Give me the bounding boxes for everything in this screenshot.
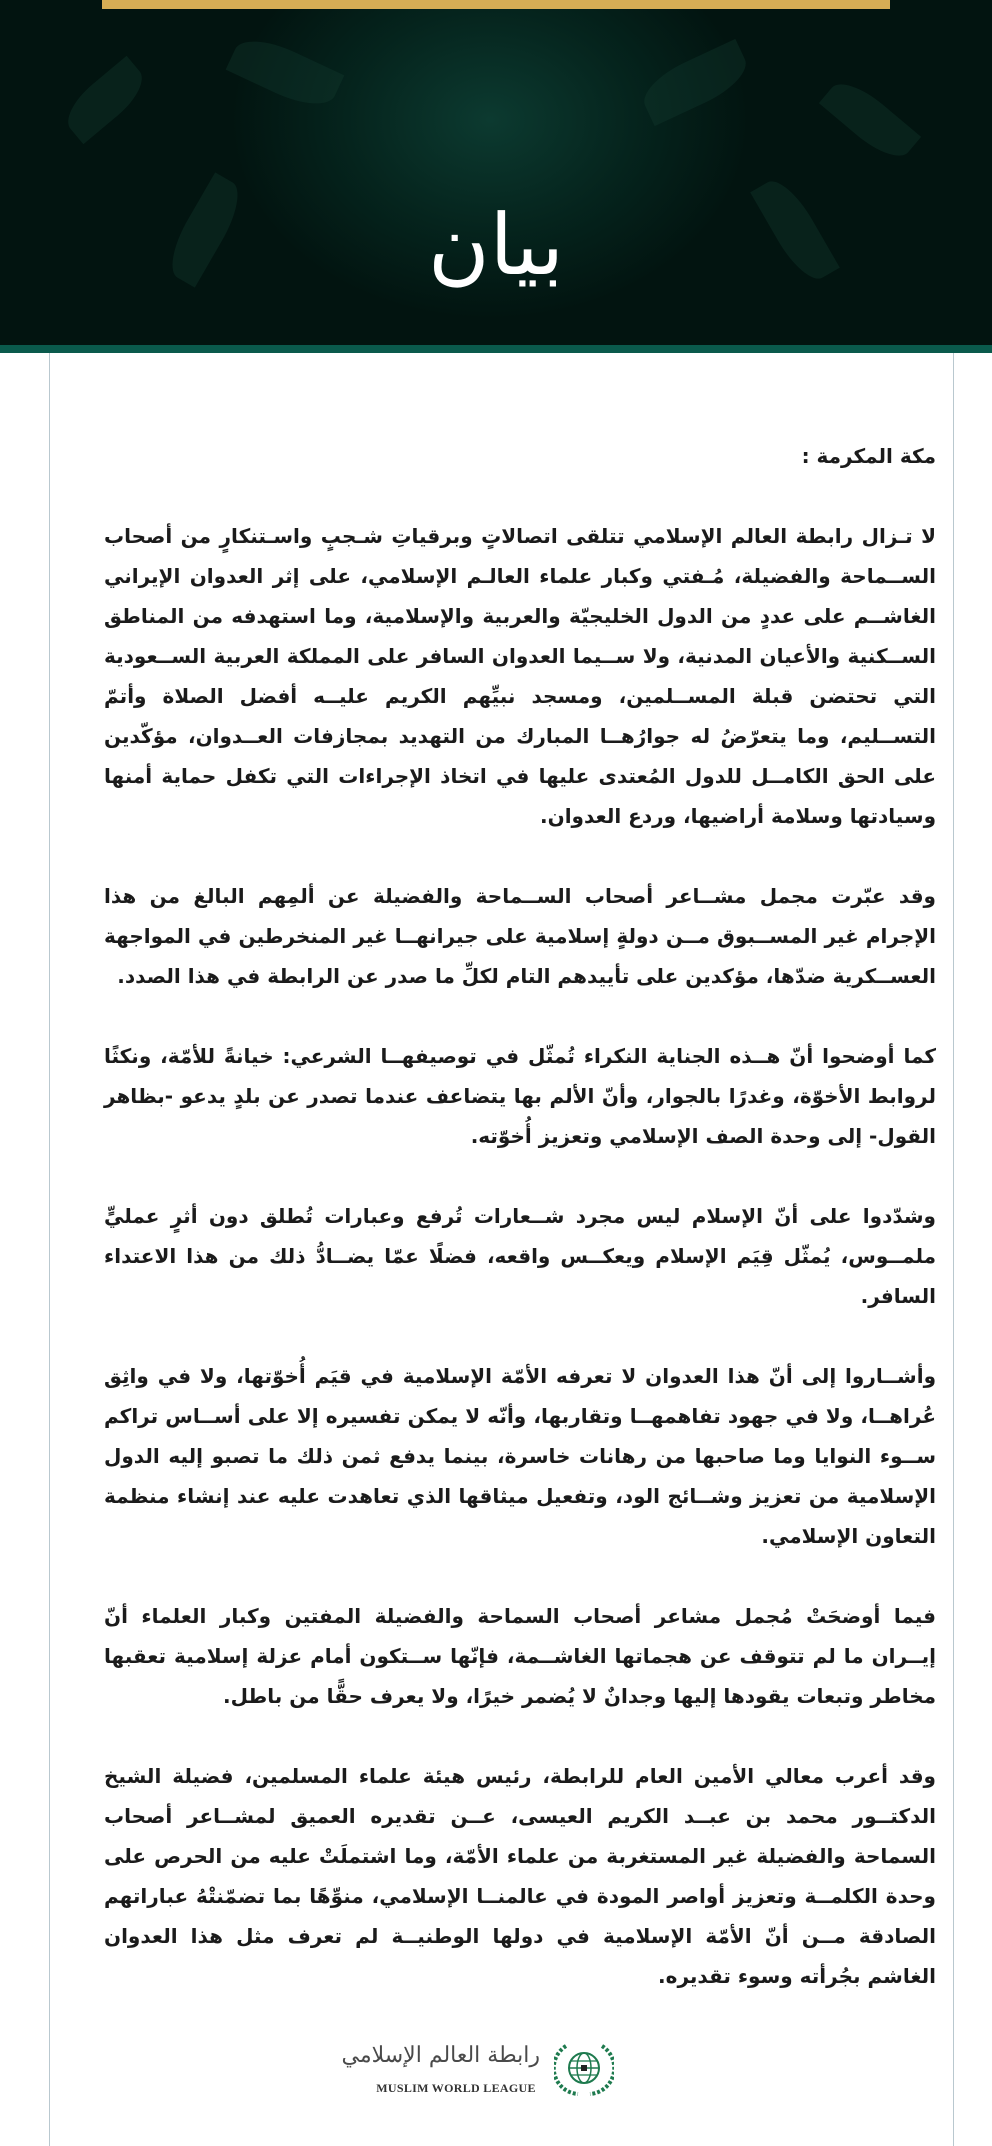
paragraph: وأشــاروا إلى أنّ هذا العدوان لا تعرفه الأمّة الإسلامية في قيَم أُخوّتها، ولا في واثِق عُراهــا، ولا في جهود تفاهمهــا وتقاربها، وأنّه لا يمكن تفسيره إلا على أســاس تراكم ســوء النوايا وما صاحبها من رهانات خاسرة، بينما يدفع ثمن ذلك ما تصبو إليه الدول الإسلامية من تعزيز وشــائج الود، وتفعيل ميثاقها الذي تعاهدت عليه عند إنشاء منظمة التعاون الإسلامي. [104, 1364, 936, 1548]
muslim-world-league-logo [341, 2036, 632, 2106]
paragraph: كما أوضحوا أنّ هــذه الجناية النكراء تُمثّل في توصيفهــا الشرعي: خيانةً للأمّة، ونكثًا لروابط الأخوّة، وغدرًا بالجوار، وأنّ الألم بها يتضاعف عندما تصدر عن بلدٍ يدعو -بظاهر القول- إلى وحدة الصف الإسلامي وتعزيز أُخوّته. [104, 1044, 936, 1148]
page-title: بيان [427, 196, 564, 294]
logo-english-text: MUSLIM WORLD LEAGUE [376, 2081, 536, 2095]
paragraph: وشدّدوا على أنّ الإسلام ليس مجرد شــعارات تُرفع وعبارات تُطلق دون أثرٍ عمليٍّ ملمــوس، يُمثّل قِيَم الإسلام ويعكــس واقعه، فضلًا عمّا يضــادُّ ذلك من هذا الاعتداء السافر. [104, 1204, 936, 1308]
statement-body [104, 436, 936, 1996]
paragraph: فيما أوضحَتْ مُجمل مشاعر أصحاب السماحة والفضيلة المفتين وكبار العلماء أنّ إيــران ما لم تتوقف عن هجماتها الغاشــمة، فإنّها ســتكون أمام عزلة إسلامية تعقبها مخاطر وتبعات يقودها إليها وجدانٌ لا يُضمر خيرًا، ولا يعرف حقًّا من باطل. [104, 1604, 936, 1708]
paragraph: وقد عبّرت مجمل مشــاعر أصحاب الســماحة والفضيلة عن ألمِهم البالغ من هذا الإجرام غير المســبوق مــن دولةٍ إسلامية على جيرانهــا غير المنخرطين في المواجهة العســكرية ضدّها، مؤكدين على تأييدهم التام لكلِّ ما صدر عن الرابطة في هذا الصدد. [104, 884, 936, 988]
paragraph: لا تـزال رابطة العالم الإسلامي تتلقى اتصالاتٍ وبرقياتِ شـجبٍ واسـتنكارٍ من أصحاب الســماحة والفضيلة، مُـفتي وكبار علماء العالـم الإسلامي، على إثر العدوان الإيراني الغاشــم على عددٍ من الدول الخليجيّة والعربية والإسلامية، وما استهدفه من المناطق الســكنية والأعيان المدنية، ولا ســيما العدوان السافر على المملكة العربية الســعودية التي تحتضن قبلة المســلمين، ومسجد نبيِّهم الكريم عليــه أفضل الصلاة وأتمّ التســليم، وما يتعرّضُ له جوارُهــا المبارك من التهديد بمجازفات العــدوان، مؤكّدين على الحق الكامــل للدول المُعتدى عليها في اتخاذ الإجراءات التي تكفل حماية أمنها وسيادتها وسلامة أراضيها، وردع العدوان. [104, 524, 936, 828]
logo-arabic-text: رابطة العالم الإسلامي [341, 2043, 540, 2068]
globe-wreath-icon [554, 2038, 614, 2098]
dateline-city: مكة المكرمة : [801, 444, 936, 468]
paragraph: وقد أعرب معالي الأمين العام للرابطة، رئيس هيئة علماء المسلمين، فضيلة الشيخ الدكتــور محمد بن عبــد الكريم العيسى، عــن تقديره العميق لمشــاعر أصحاب السماحة والفضيلة غير المستغربة من علماء الأمّة، وما اشتملَتْ عليه من الحرص على وحدة الكلمــة وتعزيز أواصر المودة في عالمنــا الإسلامي، منوِّهًا بما تضمّنتْهُ عباراتهم الصادقة مــن أنّ الأمّة الإسلامية في دولها الوطنيــة لم تعرف مثل هذا العدوان الغاشم بجُرأته وسوء تقديره. [104, 1764, 936, 1988]
